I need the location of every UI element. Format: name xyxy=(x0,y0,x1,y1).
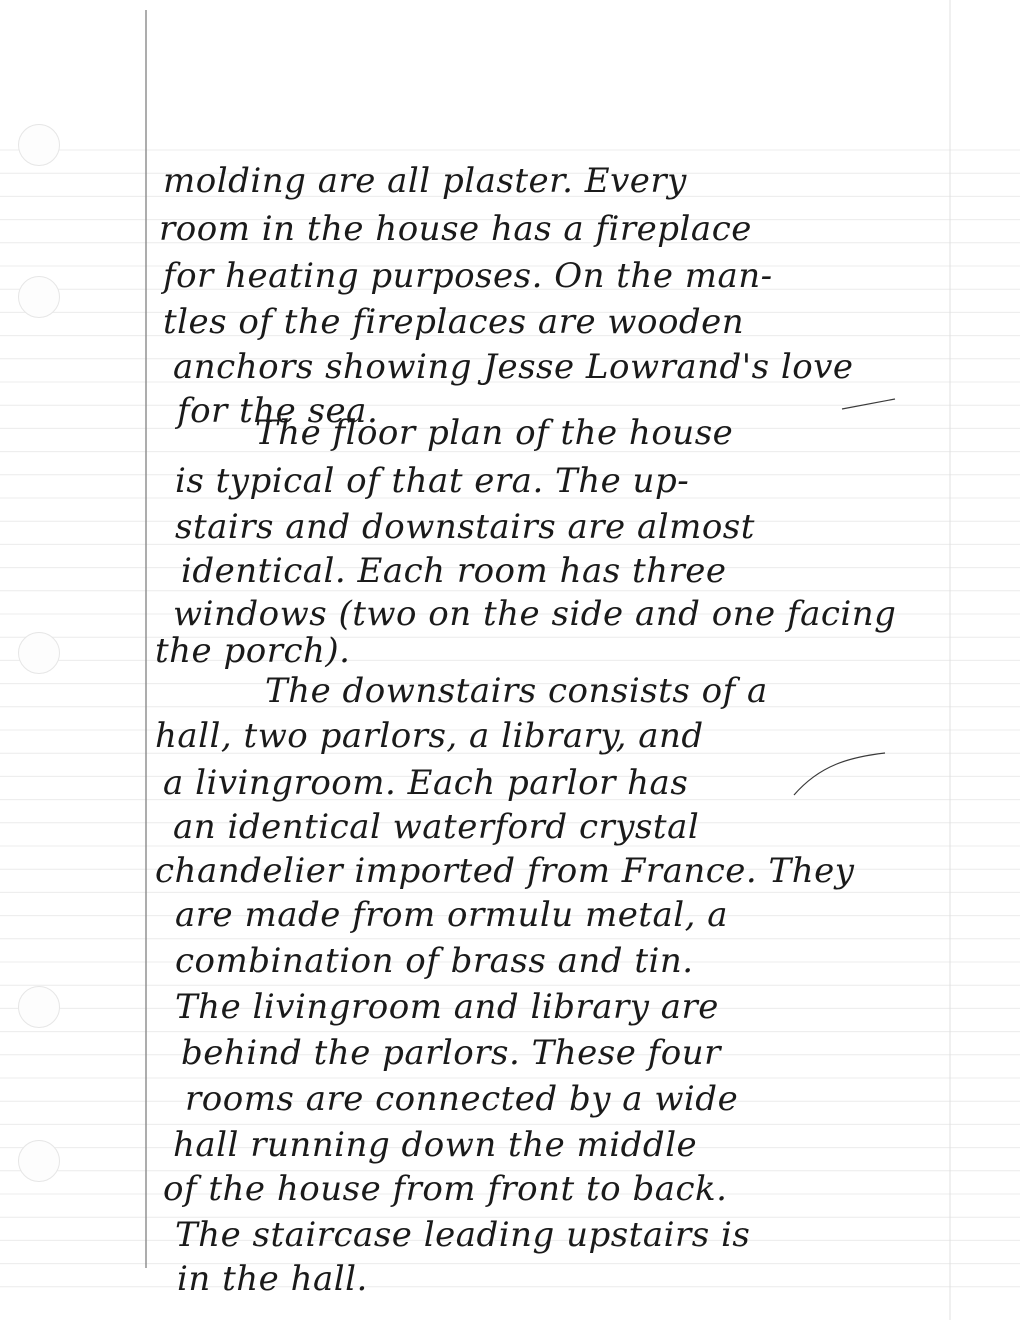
text-line: for the sea. xyxy=(177,391,379,431)
text-line: an identical waterford crystal xyxy=(173,807,700,847)
text-line: molding are all plaster. Every xyxy=(163,161,687,201)
text-line: chandelier imported from France. They xyxy=(155,851,855,891)
text-line: are made from ormulu metal, a xyxy=(175,895,729,935)
text-line: room in the house has a fireplace xyxy=(159,209,752,249)
binder-hole-2 xyxy=(18,276,60,318)
binder-hole-3 xyxy=(18,632,60,674)
text-line: The livingroom and library are xyxy=(175,987,719,1027)
text-line: hall, two parlors, a library, and xyxy=(155,716,704,756)
text-line: behind the parlors. These four xyxy=(181,1033,721,1073)
pen-mark-1 xyxy=(840,395,900,415)
text-line: identical. Each room has three xyxy=(181,551,727,591)
text-line: The downstairs consists of a xyxy=(265,671,768,711)
text-line: a livingroom. Each parlor has xyxy=(163,763,689,803)
text-line: of the house from front to back. xyxy=(163,1169,728,1209)
text-line: stairs and downstairs are almost xyxy=(175,507,755,547)
text-line: in the hall. xyxy=(177,1259,368,1299)
text-line: anchors showing Jesse Lowrand's love xyxy=(173,347,854,387)
binder-hole-5 xyxy=(18,1140,60,1182)
text-line: is typical of that era. The up- xyxy=(175,461,690,501)
text-line: The floor plan of the house xyxy=(255,413,734,453)
binder-hole-4 xyxy=(18,986,60,1028)
binder-hole-1 xyxy=(18,124,60,166)
text-line: tles of the fireplaces are wooden xyxy=(163,302,745,342)
text-line: rooms are connected by a wide xyxy=(185,1079,739,1119)
text-line: for heating purposes. On the man- xyxy=(163,256,773,296)
text-line: The staircase leading upstairs is xyxy=(175,1215,751,1255)
pen-mark-2 xyxy=(790,745,890,805)
text-line: combination of brass and tin. xyxy=(175,941,694,981)
text-line: windows (two on the side and one facing xyxy=(173,594,897,634)
text-line: hall running down the middle xyxy=(173,1125,698,1165)
text-line: the porch). xyxy=(155,631,351,671)
